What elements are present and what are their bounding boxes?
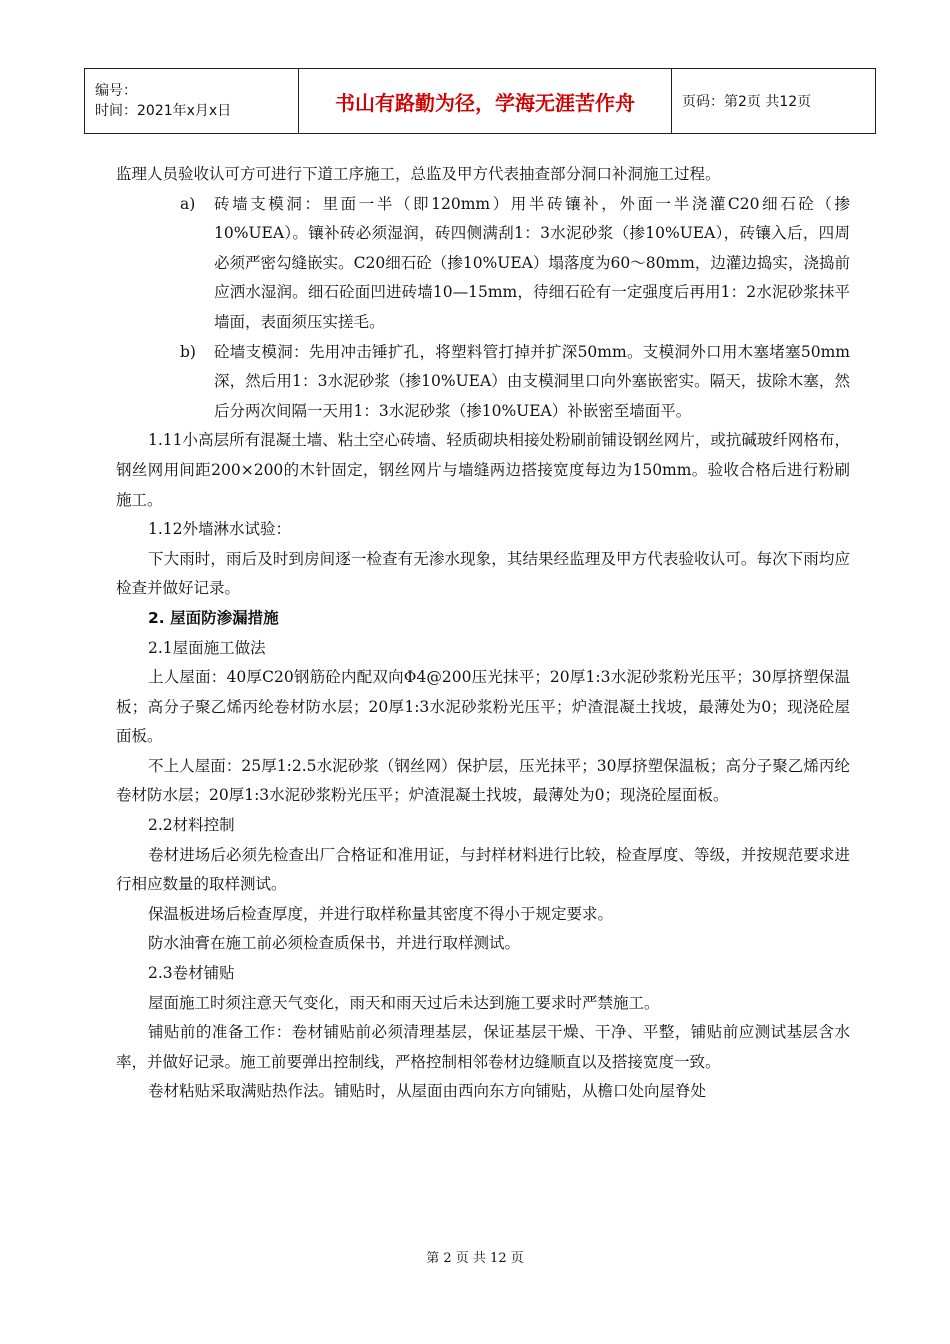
header-meta xyxy=(85,69,299,134)
header-number-label: 编号： xyxy=(95,83,137,99)
header-motto: 书山有路勤为径，学海无涯苦作舟 xyxy=(299,69,672,134)
paragraph-1-11: 1.11小高层所有混凝土墙、粘土空心砖墙、轻质砌块相接处粉刷前铺设钢丝网片，或抗碱玻纤网格布，钢丝网用间距200×200的木针固定，钢丝网片与墙缝两边搭接宽度每边为150mm。验收合格后进行粉刷施工。 xyxy=(116,431,850,509)
subheading-2-1: 2.1屋面施工做法 xyxy=(148,638,266,657)
paragraph-preparation: 铺贴前的准备工作：卷材铺贴前必须清理基层，保证基层干燥、干净、平整，铺贴前应测试基层含水率，并做好记录。施工前要弹出控制线，严格控制相邻卷材边缝顺直以及搭接宽度一致。 xyxy=(116,1023,850,1071)
paragraph-nonupper-roof: 不上人屋面：25厚1:2.5水泥砂浆（钢丝网）保护层，压光抹平；30厚挤塑保温板；高分子聚乙烯丙纶卷材防水层；20厚1:3水泥砂浆粉光压平；炉渣混凝土找坡，最薄处为0；现浇砼屋面板。 xyxy=(116,756,850,805)
subheading-2-2: 2.2材料控制 xyxy=(148,816,235,835)
page-header xyxy=(84,68,876,134)
page-footer: 第 2 页 共 12 页 xyxy=(426,1251,524,1266)
paragraph-acceptance: 监理人员验收认可方可进行下道工序施工，总监及甲方代表抽查部分洞口补洞施工过程。 xyxy=(116,165,721,183)
paragraph-paste: 卷材粘贴采取满贴热作法。铺贴时，从屋面由西向东方向铺贴，从檐口处向屋脊处 xyxy=(148,1082,707,1101)
list-text-a: 砖墙支模洞：里面一半（即120mm）用半砖镶补，外面一半浇灌C20细石砼（掺10%UEA）。镶补砖必须湿润，砖四侧满刮1：3水泥砂浆（掺10%UEA），砖镶入后，四周必须严密勾缝嵌实。C20细石砼（掺10%UEA）塌落度为60～80mm，边灌边捣实，浇捣前应洒水湿润。细石砼面凹进砖墙10—15mm，待细石砼有一定强度后再用1：2水泥砂浆抹平墙面，表面须压实搓毛。 xyxy=(214,194,850,331)
list-marker-a: a) xyxy=(180,194,196,213)
list-text-b: 砼墙支模洞：先用冲击锤扩孔，将塑料管打掉并扩深50mm。支模洞外口用木塞堵塞50mm深，然后用1：3水泥砂浆（掺10%UEA）由支模洞里口向外塞嵌密实。隔天，拔除木塞，然后分两次间隔一天用1：3水泥砂浆（掺10%UEA）补嵌密至墙面平。 xyxy=(214,342,850,420)
paragraph-material-3: 防水油膏在施工前必须检查质保书，并进行取样测试。 xyxy=(148,934,521,953)
section-heading-2: 2. 屋面防渗漏措施 xyxy=(148,608,279,627)
list-marker-b: b) xyxy=(180,342,196,361)
header-page-label: 页码：第2页 共12页 xyxy=(672,69,876,134)
paragraph-1-12: 1.12外墙淋水试验： xyxy=(148,520,292,539)
header-time-label: 时间：2021年x月x日 xyxy=(95,103,232,119)
subheading-2-3: 2.3卷材铺贴 xyxy=(148,964,235,983)
list-item-b xyxy=(116,338,850,427)
paragraph-weather: 屋面施工时须注意天气变化，雨天和雨天过后未达到施工要求时严禁施工。 xyxy=(148,993,660,1012)
document-body xyxy=(116,160,850,1107)
paragraph-material-2: 保温板进场后检查厚度，并进行取样称量其密度不得小于规定要求。 xyxy=(148,904,614,923)
paragraph-rain-check: 下大雨时，雨后及时到房间逐一检查有无渗水现象，其结果经监理及甲方代表验收认可。每次下雨均应检查并做好记录。 xyxy=(116,549,850,598)
list-item-a xyxy=(116,190,850,338)
paragraph-upper-roof: 上人屋面：40厚C20钢筋砼内配双向Φ4@200压光抹平；20厚1:3水泥砂浆粉光压平；30厚挤塑保温板；高分子聚乙烯丙纶卷材防水层；20厚1:3水泥砂浆粉光压平；炉渣混凝土找坡，最薄处为0；现浇砼屋面板。 xyxy=(116,668,850,746)
paragraph-material-1: 卷材进场后必须先检查出厂合格证和准用证，与封样材料进行比较，检查厚度、等级，并按规范要求进行相应数量的取样测试。 xyxy=(116,845,850,894)
